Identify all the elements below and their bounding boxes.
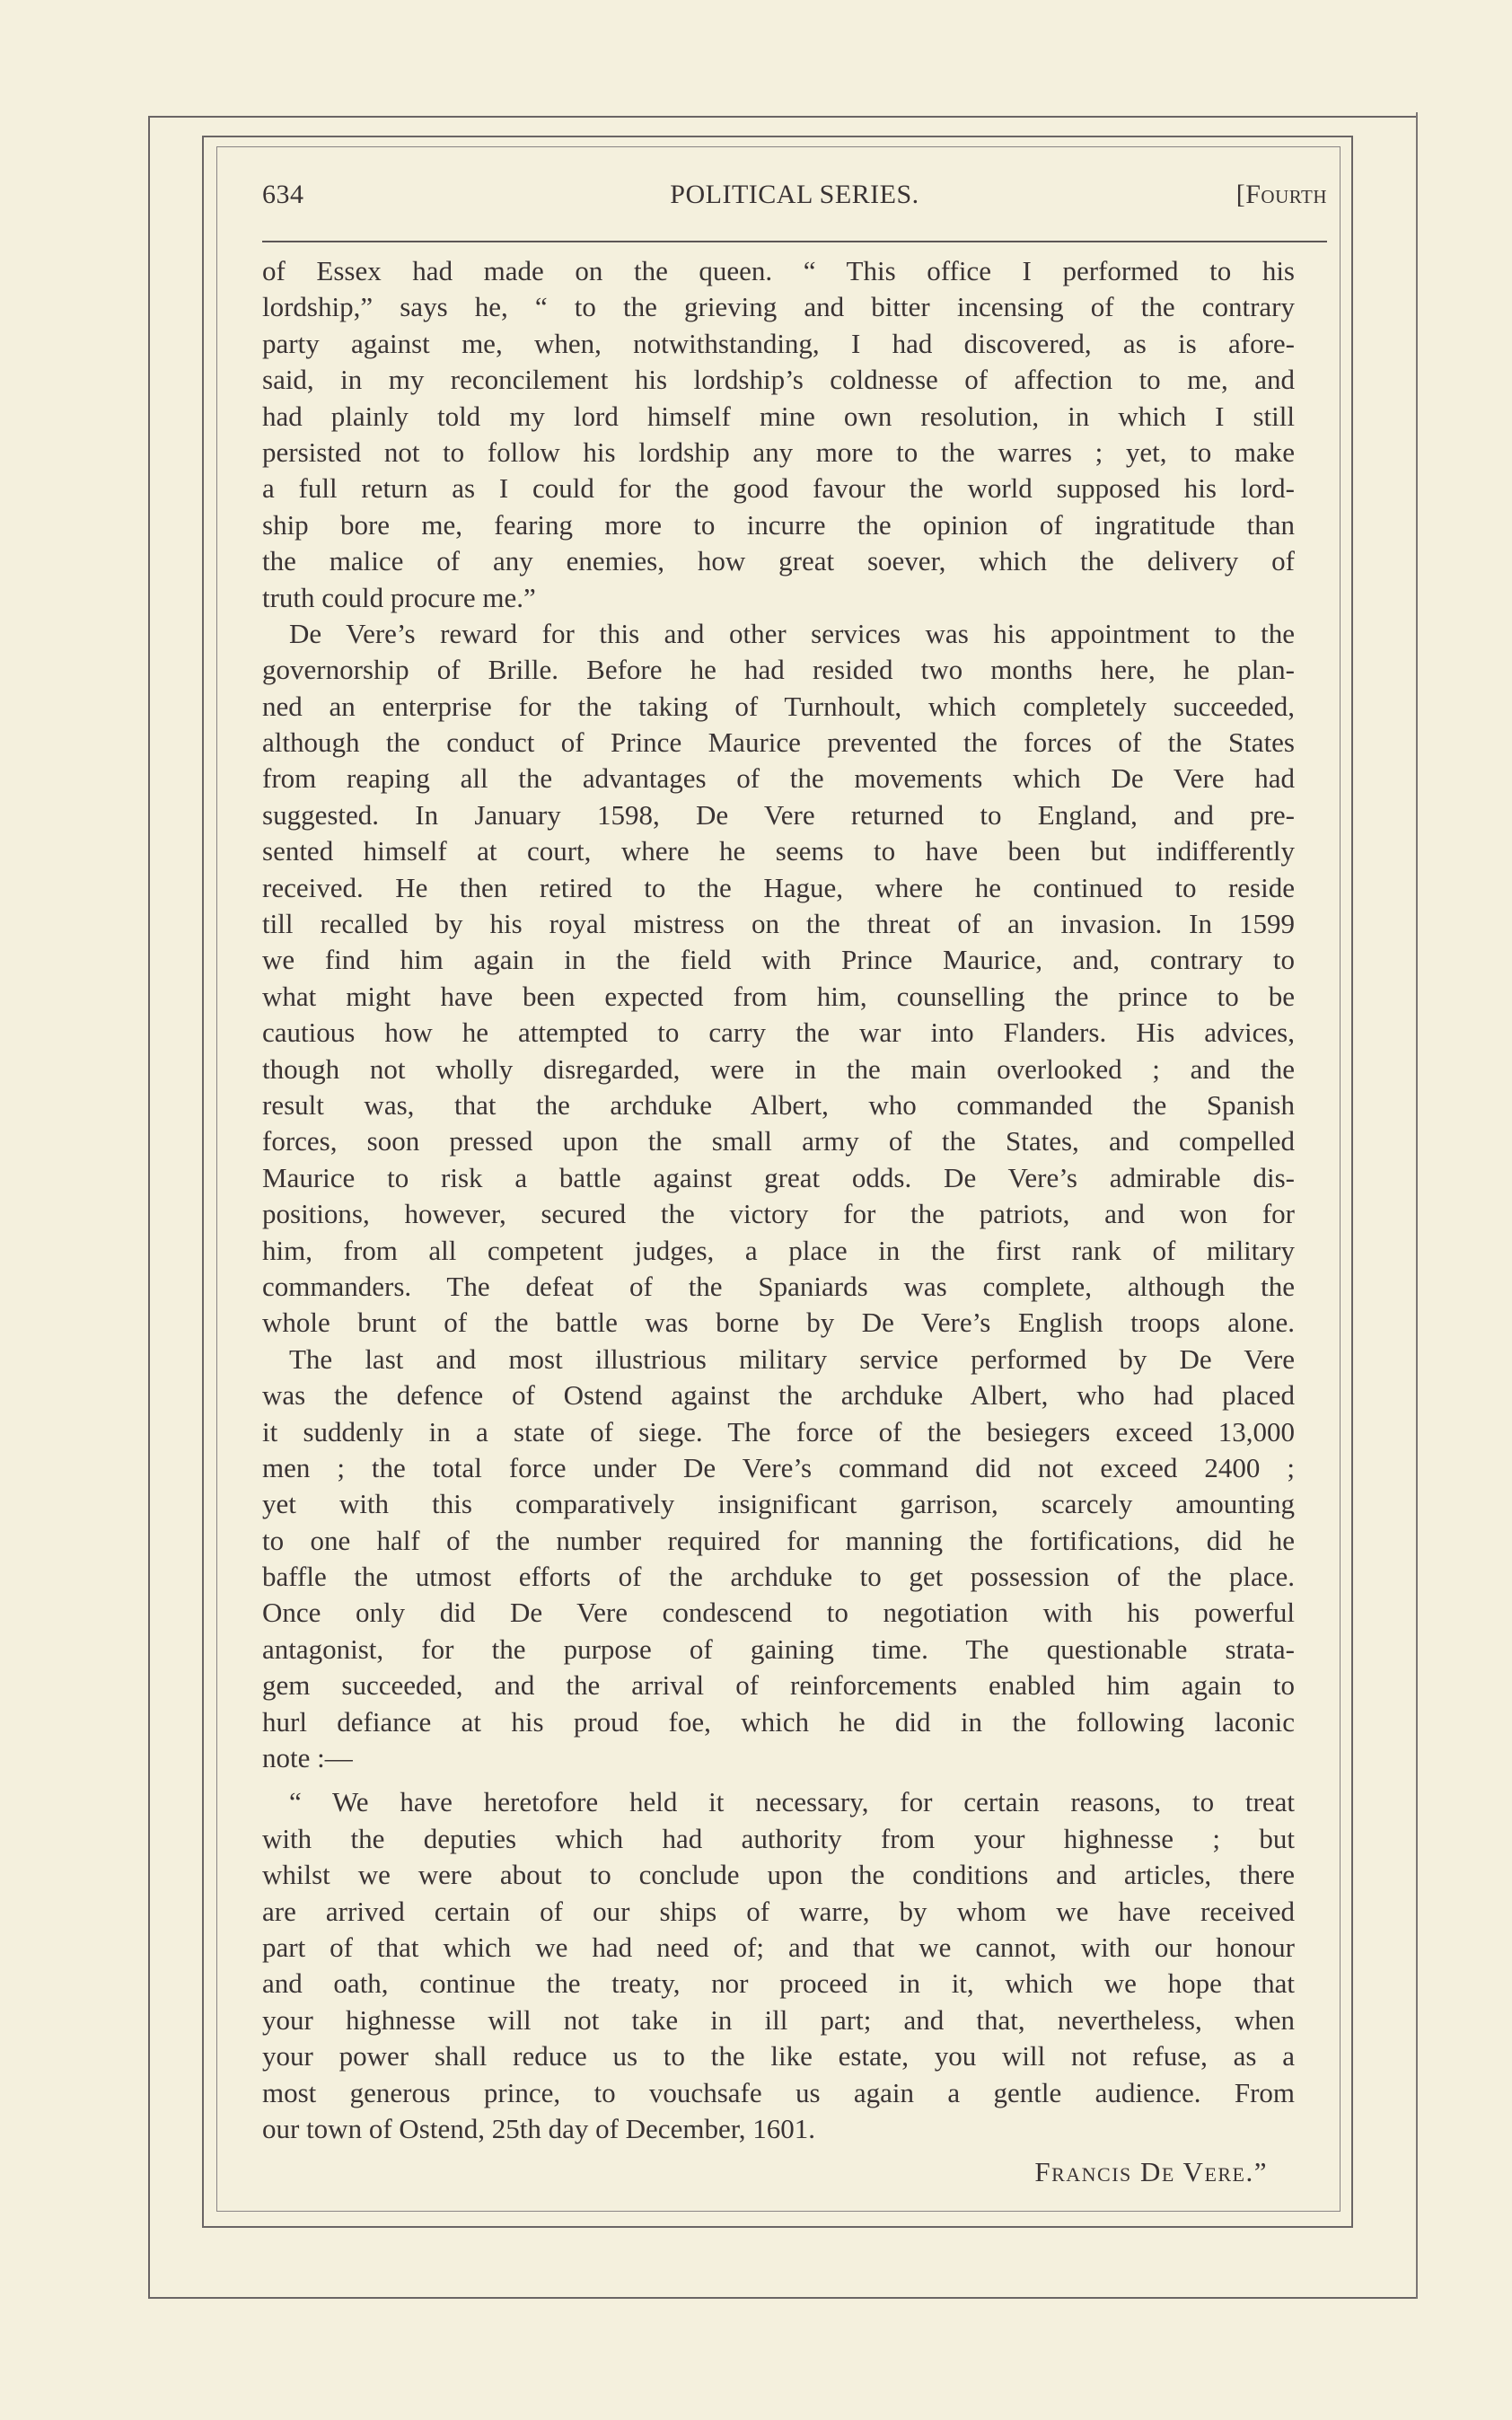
paragraph: [262, 616, 1295, 1342]
text-line: a full return as I could for the good favour the world supposed his lord-: [262, 472, 1295, 505]
text-line: hurl defiance at his proud foe, which he did in the following laconic: [262, 1705, 1295, 1738]
text-line: sented himself at court, where he seems to have been but indifferently: [262, 835, 1295, 867]
text-line: commanders. The defeat of the Spaniards was complete, although the: [262, 1270, 1295, 1302]
text-line: whole brunt of the battle was borne by De Vere’s English troops alone.: [262, 1307, 1295, 1339]
text-line: men ; the total force under De Vere’s command did not exceed 2400 ;: [262, 1451, 1295, 1483]
text-line: persisted not to follow his lordship any more to the warres ; yet, to make: [262, 436, 1295, 468]
text-line: said, in my reconcilement his lordship’s coldnesse of affection to me, and: [262, 364, 1295, 396]
text-line: cautious how he attempted to carry the war into Flanders. His advices,: [262, 1016, 1295, 1049]
text-line: antagonist, for the purpose of gaining time. The questionable strata-: [262, 1632, 1295, 1665]
text-line: yet with this comparatively insignificant garrison, scarcely amounting: [262, 1488, 1295, 1520]
paragraph: [262, 253, 1295, 616]
text-line: result was, that the archduke Albert, who commanded the Spanish: [262, 1088, 1295, 1121]
text-line: The last and most illustrious military service performed by De Vere: [289, 1342, 1295, 1375]
text-line: him, from all competent judges, a place in the first rank of military: [262, 1234, 1295, 1266]
text-line: although the conduct of Prince Maurice prevented the forces of the States: [262, 726, 1295, 759]
text-line: truth could procure me.”: [262, 581, 536, 613]
section-label: [Fourth: [1235, 180, 1327, 209]
text-line: party against me, when, notwithstanding, I had discovered, as is afore-: [262, 327, 1295, 359]
body-text: [262, 253, 1295, 2191]
text-line: and oath, continue the treaty, nor proceed in it, which we hope that: [262, 1967, 1295, 2000]
text-line: De Vere’s reward for this and other services was his appointment to the: [289, 617, 1295, 649]
text-line: with the deputies which had authority from your highnesse ; but: [262, 1822, 1295, 1854]
text-line: baffle the utmost efforts of the archduke to get possession of the place.: [262, 1561, 1295, 1593]
text-line: Once only did De Vere condescend to negotiation with his powerful: [262, 1597, 1295, 1629]
text-line: ship bore me, fearing more to incurre the opinion of ingratitude than: [262, 508, 1295, 541]
text-line: lordship,” says he, “ to the grieving and bitter incensing of the contrary: [262, 291, 1295, 323]
running-title: POLITICAL SERIES.: [670, 180, 919, 209]
text-line: had plainly told my lord himself mine own resolution, in which I still: [262, 400, 1295, 432]
text-line: whilst we were about to conclude upon the conditions and articles, there: [262, 1859, 1295, 1891]
text-line: forces, soon pressed upon the small army of the States, and compelled: [262, 1125, 1295, 1157]
running-header: [262, 180, 1327, 219]
header-rule: [262, 241, 1327, 242]
text-line: though not wholly disregarded, were in the main overlooked ; and the: [262, 1052, 1295, 1085]
page-right-edge: [1416, 112, 1418, 2299]
page-number: 634: [262, 180, 304, 209]
text-line: from reaping all the advantages of the movements which De Vere had: [262, 762, 1295, 795]
text-line: are arrived certain of our ships of warre, by whom we have received: [262, 1895, 1295, 1927]
text-line: note :—: [262, 1742, 353, 1774]
text-line: your highnesse will not take in ill part; and that, nevertheless, when: [262, 2003, 1295, 2036]
text-line: Maurice to risk a battle against great odds. De Vere’s admirable dis-: [262, 1161, 1295, 1193]
text-line: what might have been expected from him, counselling the prince to be: [262, 980, 1295, 1012]
quoted-letter: [262, 1784, 1295, 2147]
text-line: was the defence of Ostend against the archduke Albert, who had placed: [262, 1379, 1295, 1412]
text-line: gem succeeded, and the arrival of reinforcements enabled him again to: [262, 1669, 1295, 1702]
text-line: “ We have heretofore held it necessary, for certain reasons, to treat: [289, 1786, 1295, 1818]
text-line: of Essex had made on the queen. “ This office I performed to his: [262, 255, 1295, 286]
text-line: it suddenly in a state of siege. The force of the besiegers exceed 13,000: [262, 1415, 1295, 1448]
text-line: most generous prince, to vouchsafe us again a gentle audience. From: [262, 2076, 1295, 2108]
text-line: positions, however, secured the victory for the patriots, and won for: [262, 1198, 1295, 1230]
text-line: received. He then retired to the Hague, where he continued to reside: [262, 871, 1295, 903]
text-line: governorship of Brille. Before he had resided two months here, he plan-: [262, 654, 1295, 686]
text-line: the malice of any enemies, how great soever, which the delivery of: [262, 545, 1295, 577]
text-line: to one half of the number required for manning the fortifications, did he: [262, 1524, 1295, 1556]
text-line: our town of Ostend, 25th day of December, 1601.: [262, 2112, 816, 2144]
text-line: part of that which we had need of; and that we cannot, with our honour: [262, 1931, 1295, 1963]
text-line: ned an enterprise for the taking of Turnhoult, which completely succeeded,: [262, 690, 1295, 722]
paragraph: [262, 1342, 1295, 1777]
text-line: your power shall reduce us to the like estate, you will not refuse, as a: [262, 2040, 1295, 2072]
text-line: suggested. In January 1598, De Vere returned to England, and pre-: [262, 798, 1295, 831]
text-line: till recalled by his royal mistress on the threat of an invasion. In 1599: [262, 908, 1295, 940]
signature: Francis De Vere.”: [1034, 2156, 1268, 2188]
text-line: we find him again in the field with Prince Maurice, and, contrary to: [262, 944, 1295, 976]
